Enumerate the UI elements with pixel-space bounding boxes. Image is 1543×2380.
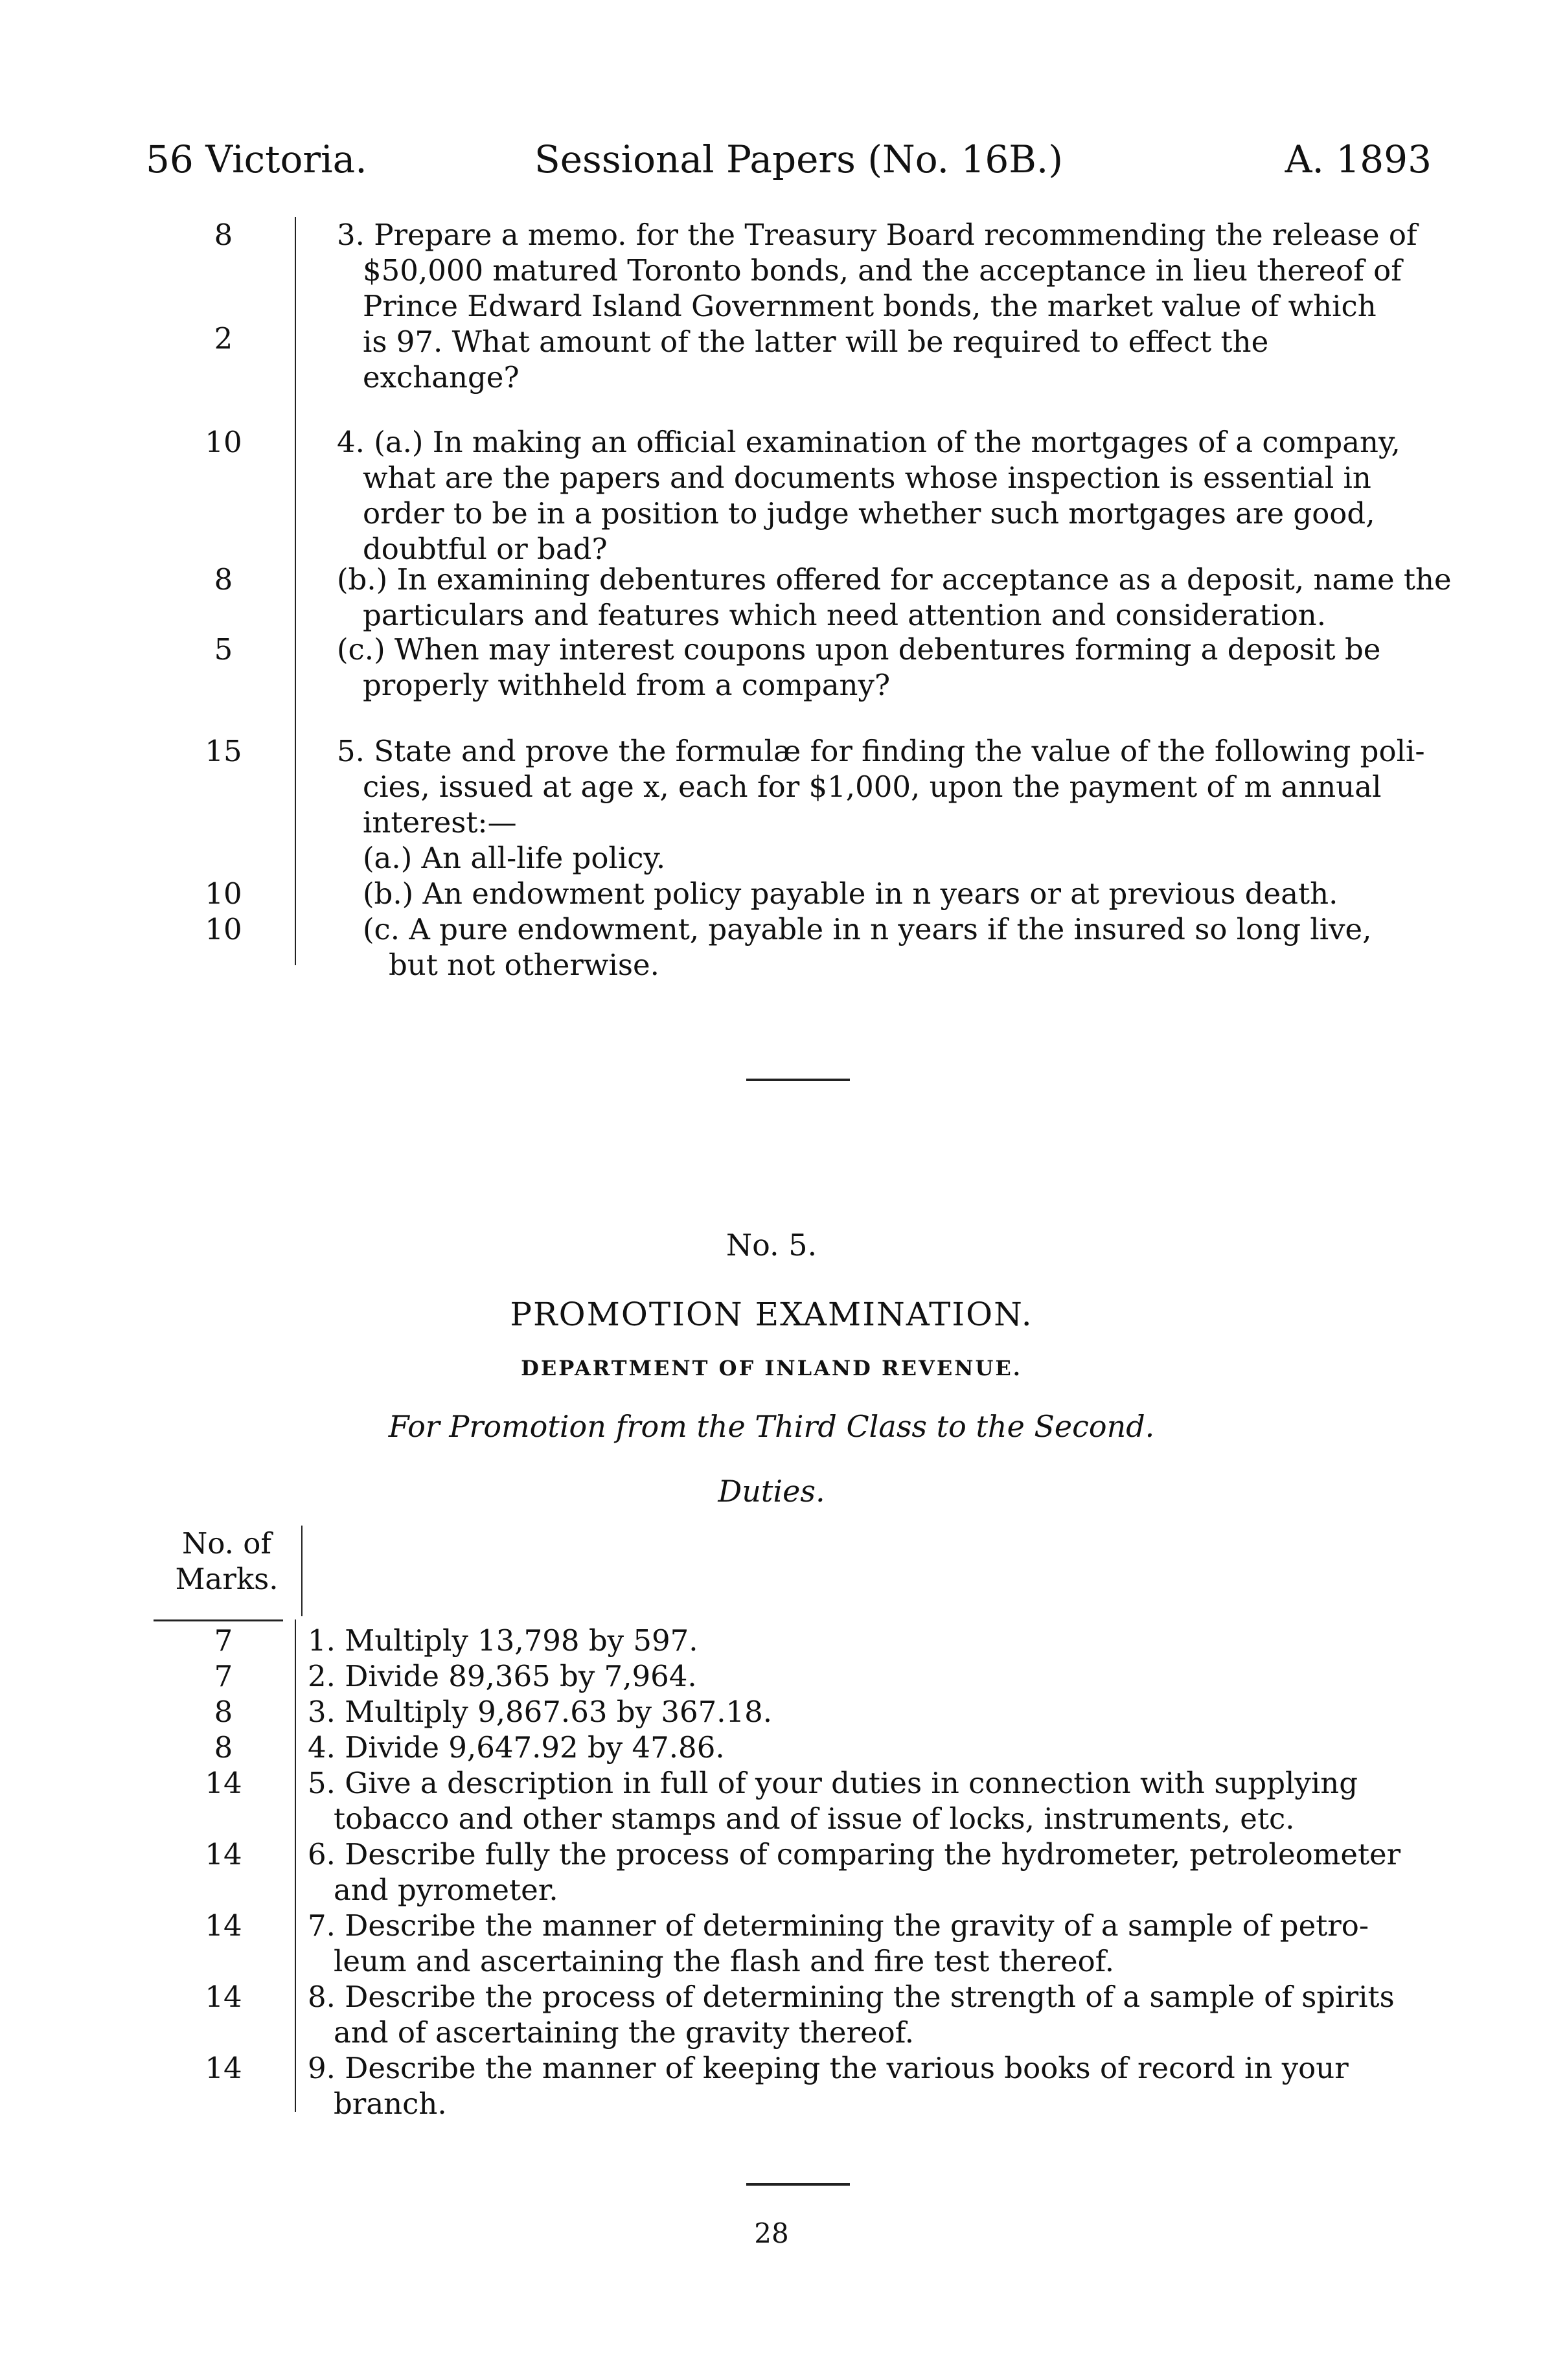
marks-divider-header	[301, 1526, 303, 1616]
page-number: 28	[754, 2217, 789, 2249]
header-year: A. 1893	[1285, 137, 1432, 181]
mark: 8	[214, 1730, 233, 1765]
duties-question-8: 8. Describe the process of determining the strength of a sample of spirits and of ascertaining the gravity thereof.	[308, 1980, 1395, 2050]
mark: 14	[205, 1980, 242, 2014]
section-title: Duties.	[718, 1474, 825, 1509]
question-5c: (c. A pure endowment, payable in n years if the insured so long live, but not otherwise.	[363, 912, 1372, 982]
header-session: 56 Victoria.	[146, 137, 367, 181]
question-4b: (b.) In examining debentures offered for acceptance as a deposit, name the particulars and features which need attention and consideration.	[337, 562, 1452, 632]
question-5: 5. State and prove the formulæ for finding the value of the following poli- cies, issued at age x, each for $1,000, upon the payment of m annual interest:—	[337, 734, 1425, 840]
marks-divider-duties	[295, 1619, 296, 2112]
mark: 7	[214, 1659, 233, 1693]
marks-column-header: No. of Marks.	[175, 1526, 279, 1596]
exam-subtitle: For Promotion from the Third Class to the Second.	[388, 1409, 1155, 1444]
mark: 14	[205, 1766, 242, 1800]
mark: 14	[205, 1908, 242, 1943]
duties-question-4: 4. Divide 9,647.92 by 47.86.	[308, 1730, 725, 1765]
duties-question-9: 9. Describe the manner of keeping the various books of record in your branch.	[308, 2051, 1349, 2121]
section-separator	[746, 1079, 850, 1081]
mark: 10	[205, 425, 242, 459]
question-5a: (a.) An all-life policy.	[363, 841, 666, 875]
marks-header-rule	[154, 1619, 283, 1621]
running-header	[146, 137, 1432, 183]
mark: 14	[205, 1837, 242, 1871]
duties-question-7: 7. Describe the manner of determining the gravity of a sample of petro- leum and ascertaining the flash and fire test thereof.	[308, 1908, 1369, 1978]
duties-question-6: 6. Describe fully the process of comparing the hydrometer, petroleometer and pyrometer.	[308, 1837, 1401, 1907]
marks-divider-top	[295, 217, 296, 965]
question-4c: (c.) When may interest coupons upon debentures forming a deposit be properly withheld from a company?	[337, 632, 1381, 702]
mark: 15	[205, 734, 242, 768]
mark: 7	[214, 1623, 233, 1658]
end-separator	[746, 2183, 850, 2186]
mark: 8	[214, 1695, 233, 1729]
question-4a: 4. (a.) In making an official examination of the mortgages of a company, what are the papers and documents whose inspection is essential in order to be in a position to judge whether such mortgages are good, doubtful or bad?	[337, 425, 1400, 566]
mark: 8	[214, 218, 233, 252]
duties-question-3: 3. Multiply 9,867.63 by 367.18.	[308, 1695, 773, 1729]
duties-question-2: 2. Divide 89,365 by 7,964.	[308, 1659, 697, 1693]
duties-question-1: 1. Multiply 13,798 by 597.	[308, 1623, 698, 1658]
mark: 14	[205, 2051, 242, 2085]
question-5b: (b.) An endowment policy payable in n years or at previous death.	[363, 876, 1338, 911]
question-3: 3. Prepare a memo. for the Treasury Board recommending the release of $50,000 matured Toronto bonds, and the acceptance in lieu thereof of Prince Edward Island Government bonds, the market value of which is 97. What amount of the latter will be required to effect the exchange?	[337, 218, 1417, 395]
mark: 10	[205, 912, 242, 946]
mark: 8	[214, 562, 233, 597]
exam-title: PROMOTION EXAMINATION.	[510, 1296, 1033, 1333]
mark: 10	[205, 876, 242, 911]
duties-question-5: 5. Give a description in full of your duties in connection with supplying tobacco and other stamps and of issue of locks, instruments, etc.	[308, 1766, 1358, 1836]
mark: 5	[214, 632, 233, 667]
department-name: DEPARTMENT OF INLAND REVENUE.	[521, 1356, 1022, 1380]
mark: 2	[214, 321, 233, 356]
header-title: Sessional Papers (No. 16B.)	[534, 137, 1063, 181]
exam-number: No. 5.	[726, 1228, 817, 1263]
